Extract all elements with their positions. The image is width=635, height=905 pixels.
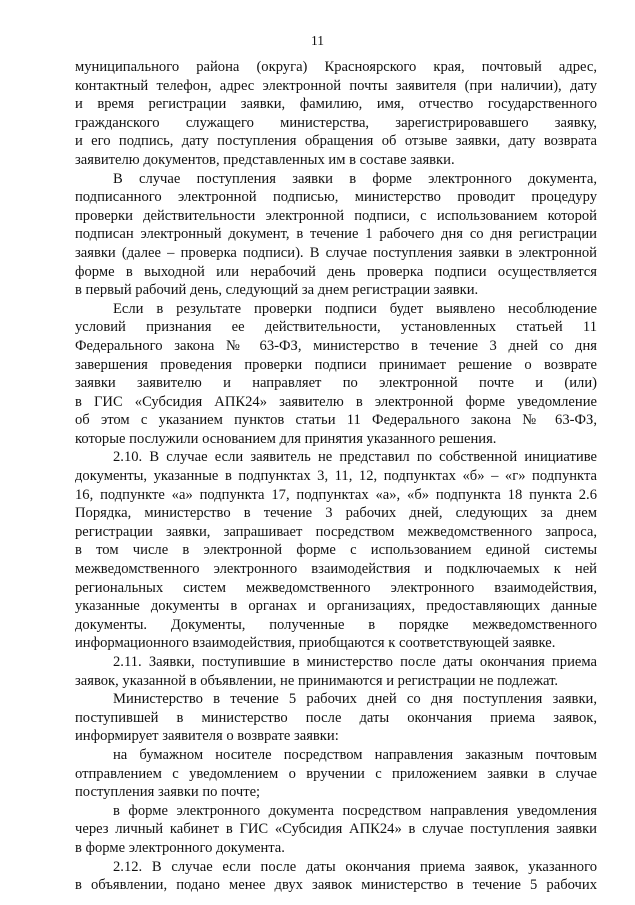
text-line: 2.10. В случае если заявитель не представил по собственной инициативе: [113, 449, 597, 466]
text-line: завершения проведения проверки подписи принимает решение о возврате: [75, 356, 597, 373]
text-line: гражданского служащего министерства, зарегистрировавшего заявку,: [75, 114, 597, 131]
text-line: указанные документы в органах и организациях, предоставляющих данные: [75, 598, 597, 615]
text-line: заявок, указанной в объявлении, не принимаются и регистрации не подлежат.: [75, 672, 559, 689]
text-line: отправлением с уведомлением о вручении с приложением заявки в случае: [75, 765, 597, 782]
text-line: документы. Документы, полученные в порядке межведомственного: [75, 616, 597, 633]
text-line: заявки (далее – проверка подписи). В случае поступления заявки в электронной: [75, 244, 597, 261]
text-line: регистрации заявки, запрашивает посредством межведомственного запроса,: [75, 523, 597, 540]
document-body: [75, 58, 597, 895]
text-line: муниципального района (округа) Красноярского края, почтовый адрес,: [75, 59, 597, 75]
page-number: 11: [311, 33, 324, 48]
text-line: в первый рабочий день, следующий за днем регистрации заявки.: [75, 282, 479, 299]
text-line: в ГИС «Субсидия АПК24» заявителю в электронной форме уведомление: [75, 393, 597, 410]
text-line: проверки действительности электронной подписи, с использованием которой: [75, 207, 597, 224]
text-line: через личный кабинет в ГИС «Субсидия АПК24» в случае поступления заявки: [75, 821, 597, 838]
text-line: 2.11. Заявки, поступившие в министерство после даты окончания приема: [113, 654, 597, 670]
text-line: и время регистрации заявки, фамилию, имя, отчество государственного: [75, 96, 597, 113]
text-line: об этом с указанием пунктов статьи 11 Федерального закона № 63-ФЗ,: [75, 412, 597, 429]
text-line: контактный телефон, адрес электронной почты заявителя (при наличии), дату: [75, 77, 597, 94]
text-line: поступившей в министерство после даты окончания приема заявок,: [75, 709, 597, 726]
text-line: В случае поступления заявки в форме электронного документа,: [113, 170, 597, 187]
text-line: в форме электронного документа посредством направления уведомления: [113, 802, 597, 819]
text-line: в том числе в электронной форме с использованием единой системы: [75, 542, 597, 559]
text-line: заявителю документов, представленных им в составе заявки.: [75, 151, 455, 168]
text-line: Министерство в течение 5 рабочих дней со дня поступления заявки,: [113, 691, 597, 708]
text-line: в форме электронного документа.: [75, 839, 285, 856]
text-line: поступления заявки по почте;: [75, 784, 261, 801]
text-line: на бумажном носителе посредством направления заказным почтовым: [113, 746, 597, 763]
text-line: информационного взаимодействия, приобщаются к соответствующей заявке.: [75, 635, 556, 652]
text-line: 2.12. В случае если после даты окончания приема заявок, указанного: [113, 858, 597, 875]
text-line: заявки заявителю и направляет по электронной почте и (или): [75, 375, 597, 392]
text-line: Порядка, министерство в течение 3 рабочих дней, следующих за днем: [75, 505, 597, 522]
text-line: Федерального закона № 63-ФЗ, министерство в течение 3 дней со дня: [75, 337, 597, 354]
text-line: условий признания ее действительности, установленных статьей 11: [75, 319, 597, 336]
text-line: Если в результате проверки подписи будет выявлено несоблюдение: [113, 300, 597, 317]
text-line: региональных систем межведомственного электронного взаимодействия,: [75, 579, 597, 596]
text-line: подписанного электронной подписью, министерство проводит процедуру: [75, 189, 597, 206]
text-line: подписан электронный документ, в течение 1 рабочего дня со дня регистрации: [75, 226, 597, 243]
text-line: 16, подпункте «а» подпункта 17, подпунктах «а», «б» подпункта 18 пункта 2.6: [75, 486, 597, 503]
text-line: которые послужили основанием для принятия указанного решения.: [75, 430, 497, 447]
text-line: в объявлении, подано менее двух заявок министерство в течение 5 рабочих: [75, 877, 597, 894]
text-line: и его подпись, дату поступления обращения об отзыве заявки, дату возврата: [75, 133, 597, 150]
text-line: форме в выходной или нерабочий день проверка подписи осуществляется: [75, 263, 597, 280]
text-line: межведомственного электронного взаимодействия и подключаемых к ней: [75, 561, 597, 578]
text-line: документы, указанные в подпунктах 3, 11, 12, подпунктах «б» – «г» подпункта: [75, 468, 597, 485]
text-line: информирует заявителя о возврате заявки:: [75, 728, 339, 745]
